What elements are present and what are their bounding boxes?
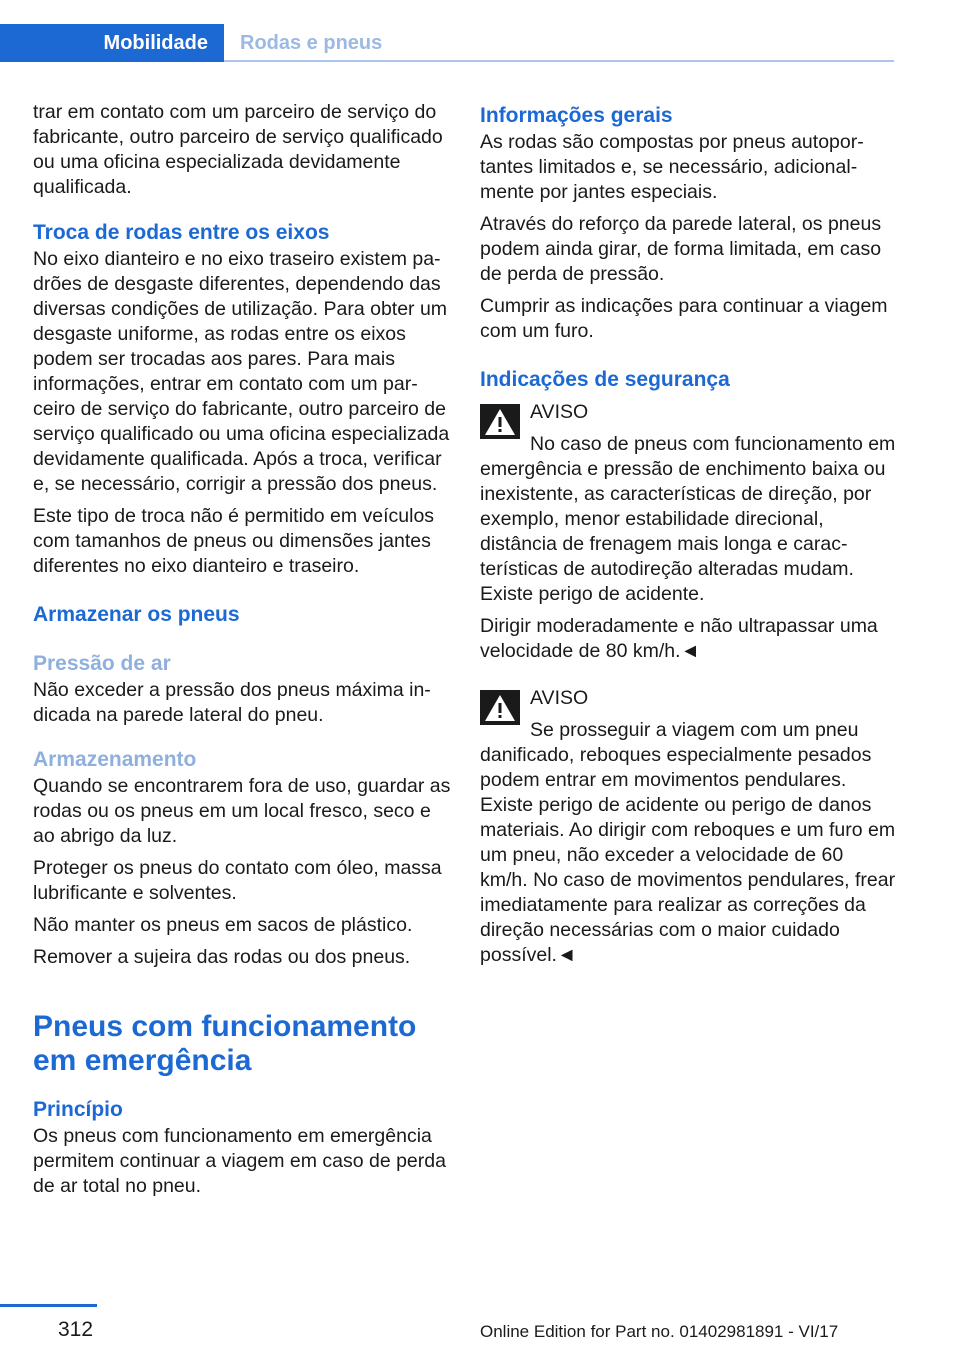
troca-paragraph-2: Este tipo de troca não é permitido em veículos com tamanhos de pneus ou dimensões jantes diferentes no eixo dianteiro e traseiro. [33,505,435,577]
principio-paragraph: Os pneus com funcionamento em emergência permitem continuar a viagem em caso de perda de ar total no pneu. [33,1125,446,1197]
page-number: 312 [58,1318,94,1341]
warning-1-title: AVISO [530,401,589,423]
intro-paragraph: trar em contato com um parceiro de serviço do fabricante, outro parceiro de serviço qualificado ou uma oficina especializada devidamente qualificada. [33,101,443,198]
armazenamento-paragraph-4: Remover a sujeira das rodas ou dos pneus. [33,946,411,968]
heading-armazenar: Armazenar os pneus [33,603,240,626]
left-column [33,100,451,1206]
warning-2-title: AVISO [530,687,589,709]
info-paragraph-2: Através do reforço da parede lateral, os pneus podem ainda girar, de forma limitada, em caso de perda de pressão. [480,213,882,285]
heading-informacoes-gerais: Informações gerais [480,104,673,127]
warning-1-action: Dirigir moderadamente e não ultrapassar uma velocidade de 80 km/h.◄ [480,615,878,662]
warning-2-text: Se prosseguir a viagem com um pneu danificado, reboques especialmente pesados podem entrar em movimentos pendulares. Existe perigo de acidente ou perigo de danos materiais. Ao dirigir com reboques e um furo em um pneu, não exceder a velocidade de 60 km/h. No caso de movimentos pendulares, frear imediatamente para realizar as correções da direção necessárias com o maior cuidado possível.◄ [480,719,896,966]
header-divider [224,60,894,62]
footer-accent-line [0,1304,97,1307]
header-bar [0,0,960,62]
pressao-paragraph: Não exceder a pressão dos pneus máxima indicada na parede lateral do pneu. [33,679,431,726]
warning-icon [480,690,520,725]
heading-indicacoes-seguranca: Indicações de segurança [480,368,730,391]
warning-block-1 [480,394,896,664]
info-paragraph-3: Cumprir as indicações para continuar a viagem com um furo. [480,295,888,342]
edition-note: Online Edition for Part no. 01402981891 - VI/17 [480,1322,839,1341]
heading-troca-de-rodas: Troca de rodas entre os eixos [33,221,330,244]
heading-pneus-funcionamento-emergencia: Pneus com funcionamento em emergência [33,1010,417,1077]
armazenamento-paragraph-2: Proteger os pneus do contato com óleo, massa lubrificante e solventes. [33,857,442,904]
tab-rodas-e-pneus[interactable]: Rodas e pneus [240,32,383,54]
heading-armazenamento: Armazenamento [33,748,197,771]
right-column [480,100,896,975]
troca-paragraph-1: No eixo dianteiro e no eixo traseiro existem padrões de desgaste diferentes, dependendo das diversas condições de utilização. Para obter um desgaste uniforme, as rodas entre os eixos podem ser trocadas aos pares. Para mais informações, entrar em contato com um parceiro de serviço do fabricante, outro parceiro de serviço qualificado ou uma oficina especializada devidamente qualificada. Após a troca, verificar e, se necessário, corrigir a pressão dos pneus. [33,248,450,495]
armazenamento-paragraph-1: Quando se encontrarem fora de uso, guardar as rodas ou os pneus em um local fresco, seco e ao abrigo da luz. [33,775,451,847]
warning-block-2 [480,680,896,968]
heading-pressao-de-ar: Pressão de ar [33,652,171,675]
warning-icon [480,404,520,439]
tab-mobilidade[interactable]: Mobilidade [0,24,224,62]
heading-principio: Princípio [33,1098,123,1121]
armazenamento-paragraph-3: Não manter os pneus em sacos de plástico. [33,914,413,936]
info-paragraph-1: As rodas são compostas por pneus autoportantes limitados e, se necessário, adicionalmente por jantes especiais. [480,131,864,203]
warning-1-text: No caso de pneus com funcionamento em emergência e pressão de enchimento baixa ou inexistente, as características de direção, por exemplo, menor estabilidade direcional, distância de frenagem mais longa e características de autodireção alteradas mudam. Existe perigo de acidente. [480,433,896,605]
